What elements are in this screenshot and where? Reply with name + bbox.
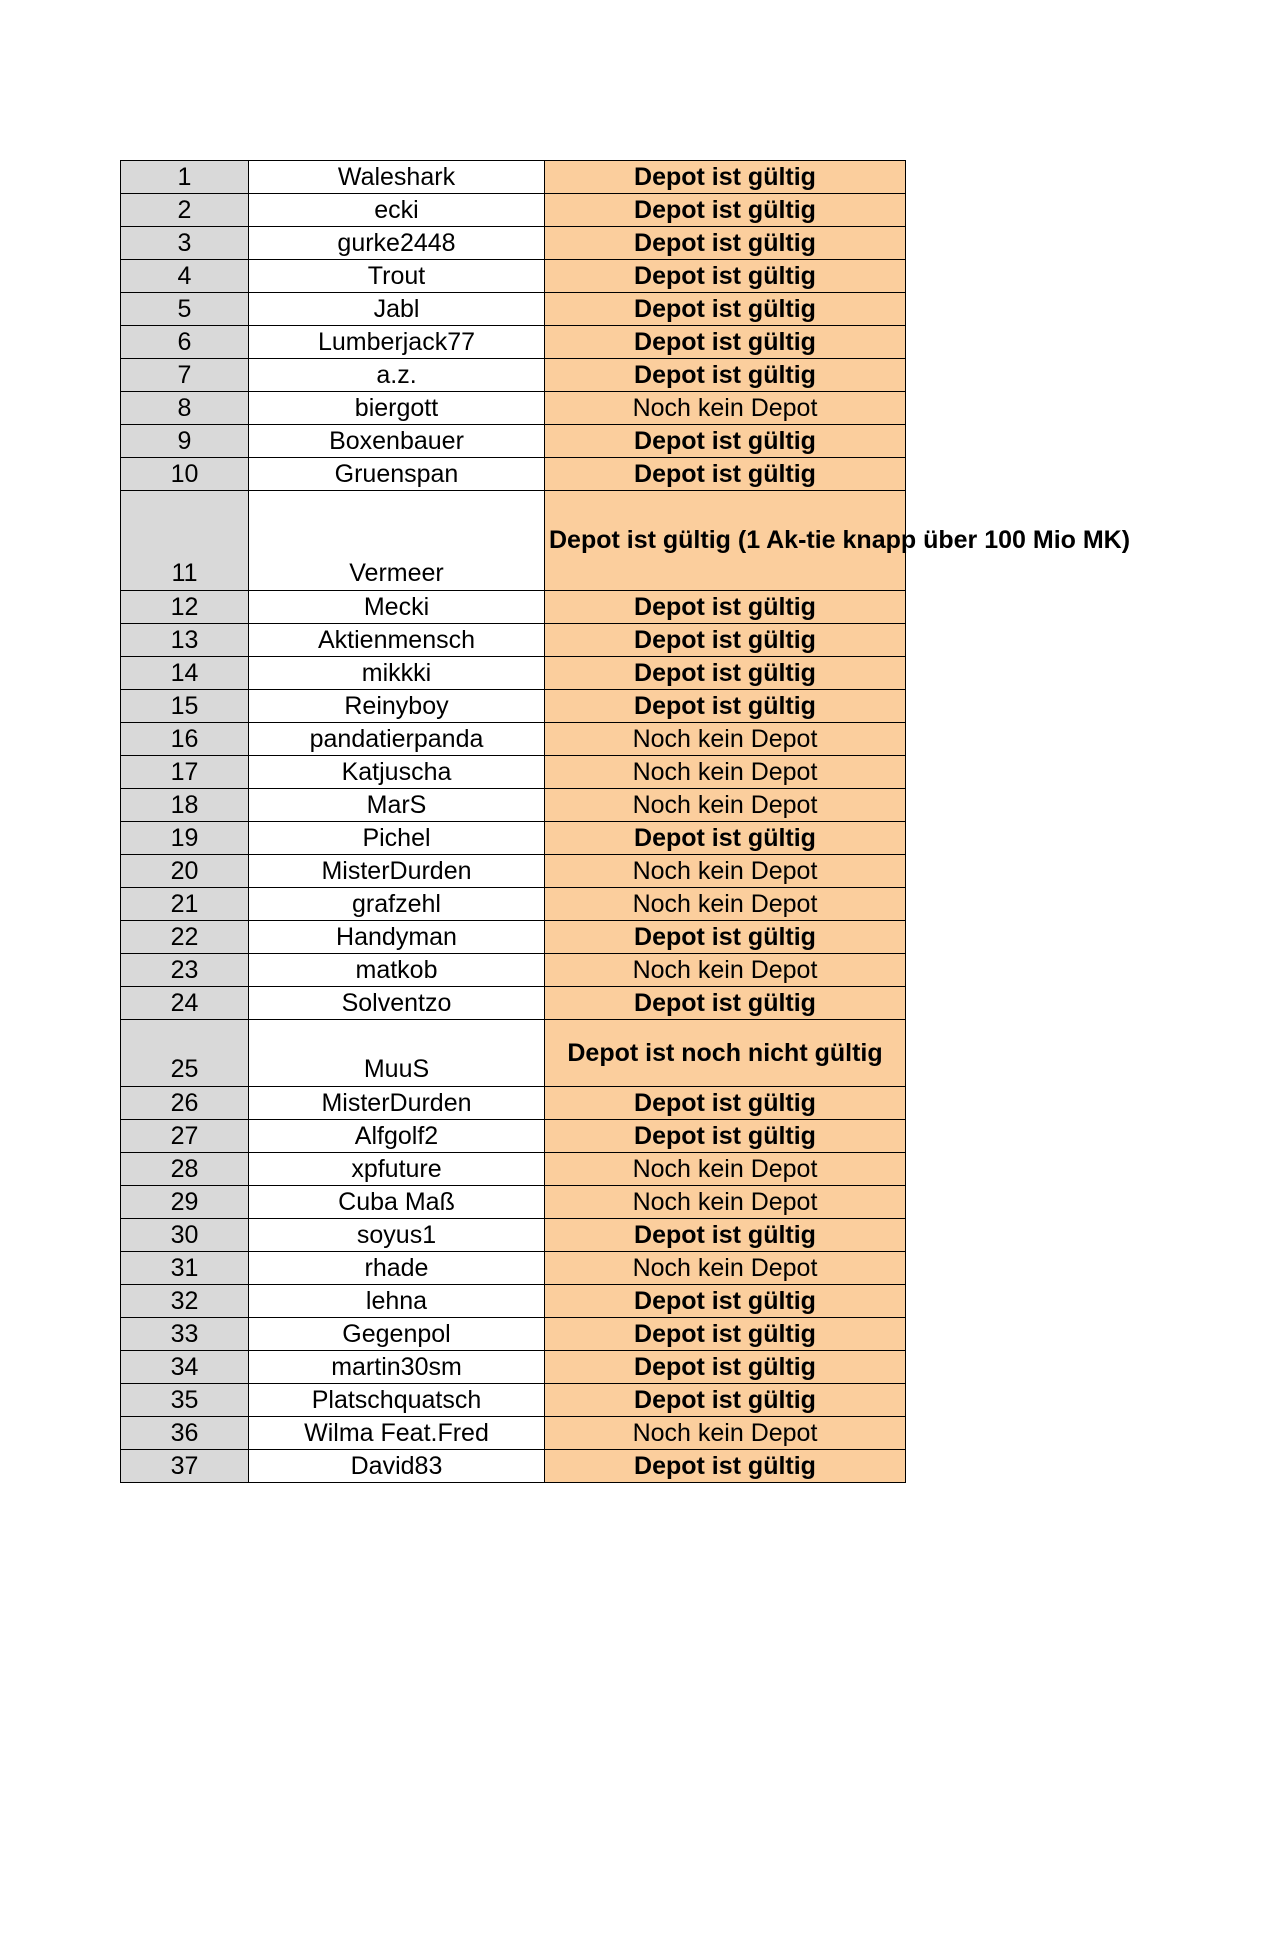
table-row bbox=[121, 359, 906, 392]
participant-name-cell: Wilma Feat.Fred bbox=[249, 1417, 545, 1450]
table-row bbox=[121, 591, 906, 624]
table-row bbox=[121, 822, 906, 855]
row-index-cell: 23 bbox=[121, 954, 249, 987]
participant-name-cell: Gruenspan bbox=[249, 458, 545, 491]
table-row bbox=[121, 227, 906, 260]
table-row bbox=[121, 293, 906, 326]
row-index-cell: 27 bbox=[121, 1120, 249, 1153]
table-row bbox=[121, 1417, 906, 1450]
participant-name-cell: Mecki bbox=[249, 591, 545, 624]
row-index-cell: 13 bbox=[121, 624, 249, 657]
row-index-cell: 14 bbox=[121, 657, 249, 690]
participant-name-cell: Trout bbox=[249, 260, 545, 293]
table-row bbox=[121, 161, 906, 194]
row-index-cell: 33 bbox=[121, 1318, 249, 1351]
row-index-cell: 20 bbox=[121, 855, 249, 888]
table-row bbox=[121, 1285, 906, 1318]
participant-name-cell: Lumberjack77 bbox=[249, 326, 545, 359]
depot-status-cell: Depot ist gültig bbox=[545, 1219, 906, 1252]
row-index-cell: 32 bbox=[121, 1285, 249, 1318]
row-index-cell: 15 bbox=[121, 690, 249, 723]
row-index-cell: 35 bbox=[121, 1384, 249, 1417]
participant-name-cell: Vermeer bbox=[249, 491, 545, 591]
depot-status-cell: Depot ist gültig bbox=[545, 458, 906, 491]
depot-status-cell: Noch kein Depot bbox=[545, 1153, 906, 1186]
row-index-cell: 18 bbox=[121, 789, 249, 822]
table-row bbox=[121, 855, 906, 888]
row-index-cell: 28 bbox=[121, 1153, 249, 1186]
row-index-cell: 5 bbox=[121, 293, 249, 326]
depot-status-cell: Noch kein Depot bbox=[545, 954, 906, 987]
depot-status-cell: Noch kein Depot bbox=[545, 1252, 906, 1285]
table-row bbox=[121, 260, 906, 293]
row-index-cell: 37 bbox=[121, 1450, 249, 1483]
participant-name-cell: rhade bbox=[249, 1252, 545, 1285]
participant-name-cell: lehna bbox=[249, 1285, 545, 1318]
depot-status-sheet bbox=[120, 160, 1131, 1483]
row-index-cell: 36 bbox=[121, 1417, 249, 1450]
participant-name-cell: matkob bbox=[249, 954, 545, 987]
depot-status-cell: Depot ist gültig bbox=[545, 921, 906, 954]
table-row bbox=[121, 1351, 906, 1384]
row-index-cell: 26 bbox=[121, 1087, 249, 1120]
row-index-cell: 11 bbox=[121, 491, 249, 591]
table-row bbox=[121, 789, 906, 822]
row-index-cell: 8 bbox=[121, 392, 249, 425]
depot-status-cell: Depot ist gültig bbox=[545, 1450, 906, 1483]
depot-status-cell: Depot ist gültig bbox=[545, 227, 906, 260]
table-row bbox=[121, 921, 906, 954]
participant-name-cell: Boxenbauer bbox=[249, 425, 545, 458]
row-index-cell: 2 bbox=[121, 194, 249, 227]
row-index-cell: 12 bbox=[121, 591, 249, 624]
table-row bbox=[121, 1450, 906, 1483]
depot-status-cell: Depot ist gültig bbox=[545, 425, 906, 458]
participant-name-cell: pandatierpanda bbox=[249, 723, 545, 756]
participant-name-cell: Platschquatsch bbox=[249, 1384, 545, 1417]
row-index-cell: 3 bbox=[121, 227, 249, 260]
depot-status-cell: Depot ist gültig bbox=[545, 260, 906, 293]
row-index-cell: 21 bbox=[121, 888, 249, 921]
depot-status-cell: Depot ist gültig bbox=[545, 822, 906, 855]
table-row bbox=[121, 392, 906, 425]
depot-status-cell: Depot ist noch nicht gültig bbox=[545, 1020, 906, 1087]
depot-status-cell: Noch kein Depot bbox=[545, 392, 906, 425]
row-index-cell: 17 bbox=[121, 756, 249, 789]
table-row bbox=[121, 657, 906, 690]
table-row bbox=[121, 1153, 906, 1186]
table-row bbox=[121, 690, 906, 723]
depot-status-cell: Depot ist gültig bbox=[545, 591, 906, 624]
depot-status-cell: Depot ist gültig bbox=[545, 657, 906, 690]
participant-name-cell: Solventzo bbox=[249, 987, 545, 1020]
depot-status-cell: Noch kein Depot bbox=[545, 756, 906, 789]
depot-status-cell: Depot ist gültig bbox=[545, 1384, 906, 1417]
participant-name-cell: Reinyboy bbox=[249, 690, 545, 723]
row-index-cell: 25 bbox=[121, 1020, 249, 1087]
participant-name-cell: ecki bbox=[249, 194, 545, 227]
participant-name-cell: gurke2448 bbox=[249, 227, 545, 260]
table-row bbox=[121, 194, 906, 227]
table-row bbox=[121, 1252, 906, 1285]
table-row bbox=[121, 491, 906, 591]
depot-status-cell: Depot ist gültig (1 Ak-tie knapp über 100 Mio MK) bbox=[545, 491, 906, 591]
participant-name-cell: MuuS bbox=[249, 1020, 545, 1087]
depot-status-cell: Noch kein Depot bbox=[545, 1186, 906, 1219]
row-index-cell: 6 bbox=[121, 326, 249, 359]
participant-name-cell: Cuba Maß bbox=[249, 1186, 545, 1219]
row-index-cell: 30 bbox=[121, 1219, 249, 1252]
depot-status-cell: Depot ist gültig bbox=[545, 1318, 906, 1351]
depot-status-cell: Depot ist gültig bbox=[545, 1120, 906, 1153]
row-index-cell: 29 bbox=[121, 1186, 249, 1219]
depot-status-cell: Depot ist gültig bbox=[545, 624, 906, 657]
depot-status-cell: Depot ist gültig bbox=[545, 690, 906, 723]
depot-status-cell: Depot ist gültig bbox=[545, 1087, 906, 1120]
participant-name-cell: Waleshark bbox=[249, 161, 545, 194]
table-row bbox=[121, 1087, 906, 1120]
row-index-cell: 22 bbox=[121, 921, 249, 954]
depot-status-cell: Depot ist gültig bbox=[545, 326, 906, 359]
row-index-cell: 24 bbox=[121, 987, 249, 1020]
depot-status-cell: Noch kein Depot bbox=[545, 888, 906, 921]
participant-name-cell: soyus1 bbox=[249, 1219, 545, 1252]
participant-name-cell: Pichel bbox=[249, 822, 545, 855]
row-index-cell: 7 bbox=[121, 359, 249, 392]
table-row bbox=[121, 987, 906, 1020]
depot-status-cell: Depot ist gültig bbox=[545, 1285, 906, 1318]
table-row bbox=[121, 756, 906, 789]
participant-name-cell: MisterDurden bbox=[249, 1087, 545, 1120]
participant-name-cell: MisterDurden bbox=[249, 855, 545, 888]
table-row bbox=[121, 1219, 906, 1252]
depot-status-cell: Depot ist gültig bbox=[545, 359, 906, 392]
depot-status-cell: Noch kein Depot bbox=[545, 855, 906, 888]
table-row bbox=[121, 1318, 906, 1351]
row-index-cell: 1 bbox=[121, 161, 249, 194]
depot-status-cell: Depot ist gültig bbox=[545, 1351, 906, 1384]
row-index-cell: 31 bbox=[121, 1252, 249, 1285]
table-row bbox=[121, 458, 906, 491]
table-row bbox=[121, 723, 906, 756]
participant-name-cell: Katjuscha bbox=[249, 756, 545, 789]
participant-name-cell: Aktienmensch bbox=[249, 624, 545, 657]
table-body bbox=[121, 161, 1131, 1483]
participant-name-cell: MarS bbox=[249, 789, 545, 822]
depot-status-cell: Noch kein Depot bbox=[545, 723, 906, 756]
row-index-cell: 19 bbox=[121, 822, 249, 855]
participant-name-cell: biergott bbox=[249, 392, 545, 425]
participant-name-cell: grafzehl bbox=[249, 888, 545, 921]
row-index-cell: 10 bbox=[121, 458, 249, 491]
table-row bbox=[121, 1020, 906, 1087]
table-row bbox=[121, 1120, 906, 1153]
table-row bbox=[121, 624, 906, 657]
row-index-cell: 4 bbox=[121, 260, 249, 293]
depot-status-cell: Noch kein Depot bbox=[545, 789, 906, 822]
row-index-cell: 34 bbox=[121, 1351, 249, 1384]
depot-status-table bbox=[120, 160, 1131, 1483]
table-row bbox=[121, 954, 906, 987]
depot-status-cell: Noch kein Depot bbox=[545, 1417, 906, 1450]
table-row bbox=[121, 1384, 906, 1417]
participant-name-cell: a.z. bbox=[249, 359, 545, 392]
participant-name-cell: xpfuture bbox=[249, 1153, 545, 1186]
depot-status-cell: Depot ist gültig bbox=[545, 987, 906, 1020]
table-row bbox=[121, 425, 906, 458]
table-row bbox=[121, 326, 906, 359]
depot-status-cell: Depot ist gültig bbox=[545, 194, 906, 227]
table-row bbox=[121, 888, 906, 921]
participant-name-cell: Gegenpol bbox=[249, 1318, 545, 1351]
participant-name-cell: mikkki bbox=[249, 657, 545, 690]
participant-name-cell: David83 bbox=[249, 1450, 545, 1483]
participant-name-cell: martin30sm bbox=[249, 1351, 545, 1384]
participant-name-cell: Jabl bbox=[249, 293, 545, 326]
table-row bbox=[121, 1186, 906, 1219]
depot-status-cell: Depot ist gültig bbox=[545, 293, 906, 326]
row-index-cell: 16 bbox=[121, 723, 249, 756]
participant-name-cell: Alfgolf2 bbox=[249, 1120, 545, 1153]
participant-name-cell: Handyman bbox=[249, 921, 545, 954]
depot-status-cell: Depot ist gültig bbox=[545, 161, 906, 194]
row-index-cell: 9 bbox=[121, 425, 249, 458]
